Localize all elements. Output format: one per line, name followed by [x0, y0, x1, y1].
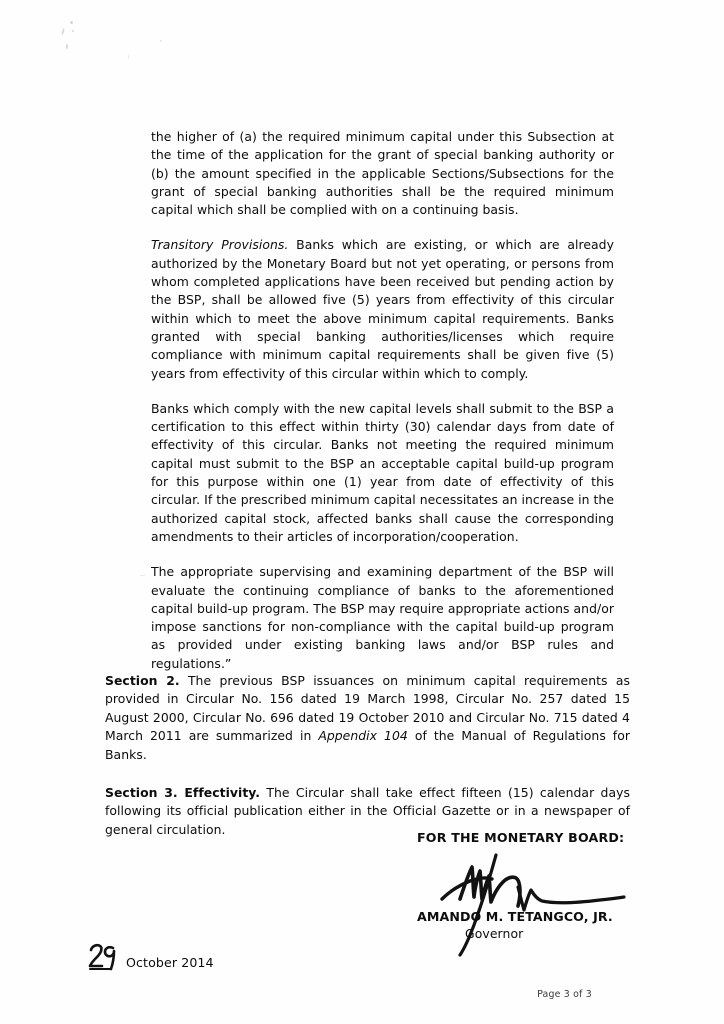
handwritten-signature-icon: [417, 847, 677, 909]
page-footer: [0, 982, 724, 1001]
section-2-paragraph: Section 2. The previous BSP issuances on minimum capital requirements as provided in Circular No. 156 dated 19 March 1998, Circular No. 257 dated 15 August 2000, Circular No. 696 dated 19 October 2010 and Circular No. 715 dated 4 March 2011 are summarized in Appendix 104 of the Manual of Regulations for Banks.: [105, 673, 630, 762]
date-line: [88, 943, 214, 973]
paragraph: Banks which comply with the new capital levels shall submit to the BSP a certification to this effect within thirty (30) calendar days from date of effectivity of this circular. Banks not meeting the required minimum capital must submit to the BSP an acceptable capital build-up program for this purpose within one (1) year from date of effectivity of this circular. If the prescribed minimum capital necessitates an increase in the authorized capital stock, affected banks shall cause the corresponding amendments to their articles of incorporation/cooperation.: [151, 400, 614, 544]
printed-date: October 2014: [126, 955, 214, 970]
sections-block: [105, 672, 630, 839]
signer-title: Governor: [465, 926, 524, 941]
handwritten-day-icon: [88, 943, 122, 973]
signer-name: AMANDO M. TETANGCO, JR.: [417, 909, 613, 924]
scan-artifact: [61, 28, 65, 35]
scan-artifact: [70, 21, 73, 24]
scan-artifact: [72, 30, 74, 32]
paragraph: Transitory Provisions. Banks which are existing, or which are already authorized by the Monetary Board but not yet operating, or persons from whom completed applications have been received but pending action by the BSP, shall be allowed five (5) years from effectivity of this circular within which to meet the above minimum capital requirements. Banks granted with special banking authorities/licenses which require compliance with minimum capital requirements shall be given five (5) years from effectivity of this circular within which to comply.: [151, 237, 614, 381]
paragraph: the higher of (a) the required minimum capital under this Subsection at the time of the application for the grant of special banking authority or (b) the amount specified in the applicable Sections/Subsections for the grant of special banking authorities shall be the required minimum capital which shall be complied with on a continuing basis.: [151, 129, 614, 218]
page-number-label: Page 3 of 3: [537, 989, 592, 1000]
scan-artifact: [140, 575, 145, 576]
body-text-block: [151, 128, 614, 673]
scan-artifact: [128, 55, 129, 59]
signature-block: [417, 830, 677, 941]
scan-artifact: [66, 44, 69, 49]
for-the-monetary-board-heading: FOR THE MONETARY BOARD:: [417, 830, 625, 845]
section-3-paragraph: Section 3. Effectivity. The Circular shall take effect fifteen (15) calendar days following its official publication either in the Official Gazette or in a newspaper of general circulation.: [105, 785, 630, 837]
paragraph: The appropriate supervising and examining department of the BSP will evaluate the continuing compliance of banks to the aforementioned capital build-up program. The BSP may require appropriate actions and/or impose sanctions for non-compliance with the capital build-up program as provided under existing banking laws and/or BSP rules and regulations.”: [151, 564, 614, 671]
scan-artifact: [160, 40, 162, 42]
